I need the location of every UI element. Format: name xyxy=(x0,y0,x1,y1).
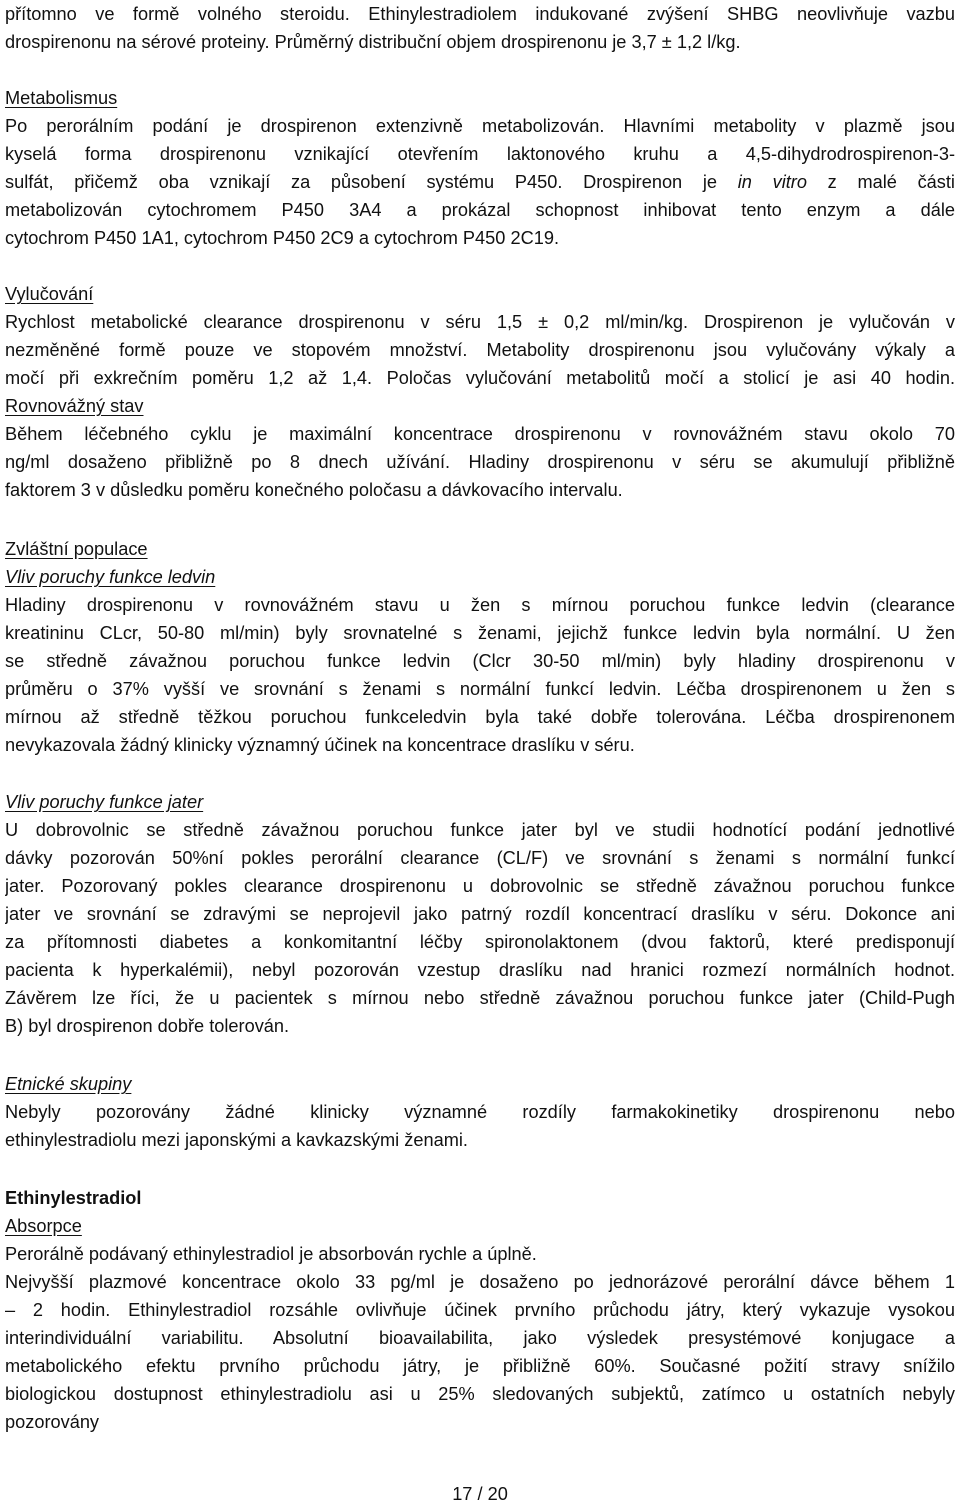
text-line: se středně závažnou poruchou funkce ledvin (Clcr 30-50 ml/min) byly hladiny drospirenonu v xyxy=(5,651,955,671)
text-line: Nebyly pozorovány žádné klinicky významné rozdíly farmakokinetiky drospirenonu nebo xyxy=(5,1102,955,1122)
section-heading: Rovnovážný stav xyxy=(5,396,144,416)
text-line: jater ve srovnání se zdravými se neprojevil jako patrný rozdíl koncentrací draslíku v séru. Dokonce ani xyxy=(5,904,955,924)
text-line: za přítomnosti diabetes a konkomitantní léčby spironolaktonem (dvou faktorů, které predisponují xyxy=(5,932,955,952)
emphasis: in vitro xyxy=(737,172,807,192)
text-line: Po perorálním podání je drospirenon extenzivně metabolizován. Hlavními metabolity v plazmě jsou xyxy=(5,116,955,136)
section-heading: Vylučování xyxy=(5,284,94,304)
section-heading: Ethinylestradiol xyxy=(5,1188,142,1208)
text-line: metabolického efektu prvního průchodu játry, je přibližně 60%. Současné požití stravy snížilo xyxy=(5,1356,955,1376)
text-line: dávky pozorován 50%ní pokles perorální clearance (CL/F) ve srovnání s ženami s normální funkcí xyxy=(5,848,955,868)
text-line: mírnou až středně těžkou poruchou funkceledvin byla také dobře tolerována. Léčba drospirenonem xyxy=(5,707,955,727)
text-line: sulfát, přičemž oba vznikají za působení systému P450. Drospirenon je in vitro z malé části xyxy=(5,172,955,192)
text-line: Perorálně podávaný ethinylestradiol je absorbován rychle a úplně. xyxy=(5,1244,537,1264)
text-line: – 2 hodin. Ethinylestradiol rozsáhle ovlivňuje účinek prvního průchodu játry, který vykazuje vysokou xyxy=(5,1300,955,1320)
text-line: přítomno ve formě volného steroidu. Ethinylestradiolem indukované zvýšení SHBG neovlivňuje vazbu xyxy=(5,4,955,24)
text-line: průměru o 37% vyšší ve srovnání s ženami s normální funkcí ledvin. Léčba drospirenonem u žen s xyxy=(5,679,955,699)
text-line: faktorem 3 v důsledku poměru konečného poločasu a dávkovacího intervalu. xyxy=(5,480,623,500)
text-line: interindividuální variabilitu. Absolutní bioavailabilita, jako výsledek presystémové konjugace a xyxy=(5,1328,955,1348)
text-line: jater. Pozorovaný pokles clearance drospirenonu u dobrovolnic se středně závažnou poruchou funkce xyxy=(5,876,955,896)
text-line: biologickou dostupnost ethinylestradiolu asi u 25% sledovaných subjektů, zatímco u ostatních nebyly xyxy=(5,1384,955,1404)
text-line: kyselá forma drospirenonu vznikající otevřením laktonového kruhu a 4,5-dihydrodrospirenon-3- xyxy=(5,144,955,164)
text-line: cytochrom P450 1A1, cytochrom P450 2C9 a cytochrom P450 2C19. xyxy=(5,228,559,248)
text-line: močí při exkrečním poměru 1,2 až 1,4. Poločas vylučování metabolitů močí a stolicí je asi 40 hodin. xyxy=(5,368,955,388)
text-line: Závěrem lze říci, že u pacientek s mírnou nebo středně závažnou poruchou funkce jater (Child-Pugh xyxy=(5,988,955,1008)
text-line: nezměněné formě pouze ve stopovém množství. Metabolity drospirenonu jsou vylučovány výkaly a xyxy=(5,340,955,360)
text-line: ng/ml dosaženo přibližně po 8 dnech užívání. Hladiny drospirenonu v séru se akumulují přibližně xyxy=(5,452,955,472)
section-heading: Metabolismus xyxy=(5,88,118,108)
section-heading: Absorpce xyxy=(5,1216,82,1236)
section-heading: Zvláštní populace xyxy=(5,539,148,559)
text-line: metabolizován cytochromem P450 3A4 a prokázal schopnost inhibovat tento enzym a dále xyxy=(5,200,955,220)
text-line: nevykazovala žádný klinicky významný účinek na koncentrace draslíku v séru. xyxy=(5,735,635,755)
section-heading: Etnické skupiny xyxy=(5,1074,132,1094)
section-heading: Vliv poruchy funkce ledvin xyxy=(5,567,216,587)
text-line: ethinylestradiolu mezi japonskými a kavkazskými ženami. xyxy=(5,1130,468,1150)
text-line: B) byl drospirenon dobře tolerován. xyxy=(5,1016,290,1036)
text-line: drospirenonu na sérové proteiny. Průměrný distribuční objem drospirenonu je 3,7 ± 1,2 l/kg. xyxy=(5,32,741,52)
text-line: Během léčebného cyklu je maximální koncentrace drospirenonu v rovnovážném stavu okolo 70 xyxy=(5,424,955,444)
text-line: Rychlost metabolické clearance drospirenonu v séru 1,5 ± 0,2 ml/min/kg. Drospirenon je vylučován v xyxy=(5,312,955,332)
text-line: Hladiny drospirenonu v rovnovážném stavu u žen s mírnou poruchou funkce ledvin (clearance xyxy=(5,595,955,615)
text-line: U dobrovolnic se středně závažnou poruchou funkce jater byl ve studii hodnotící podání jednotlivé xyxy=(5,820,955,840)
text-line: pacienta k hyperkalémii), nebyl pozorován vzestup draslíku nad hranici rozmezí normálních hodnot. xyxy=(5,960,955,980)
section-heading: Vliv poruchy funkce jater xyxy=(5,792,204,812)
text-line: pozorovány xyxy=(5,1412,100,1432)
text-line: Nejvyšší plazmové koncentrace okolo 33 pg/ml je dosaženo po jednorázové perorální dávce během 1 xyxy=(5,1272,955,1292)
text-line: kreatininu CLcr, 50-80 ml/min) byly srovnatelné s ženami, jejichž funkce ledvin byla normální. U žen xyxy=(5,623,955,643)
page-number: 17 / 20 xyxy=(452,1484,508,1504)
